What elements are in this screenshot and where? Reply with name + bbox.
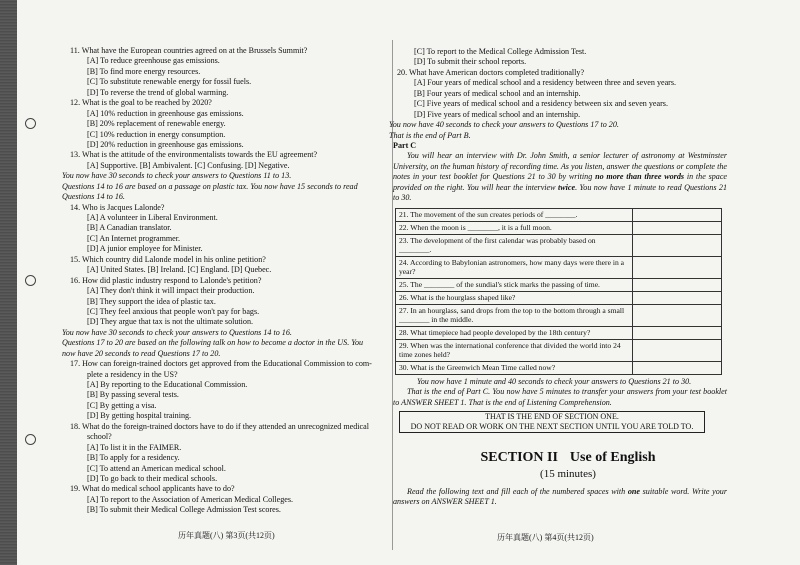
end-of-section-box: THAT IS THE END OF SECTION ONE. DO NOT READ OR WORK ON THE NEXT SECTION UNTIL YOU ARE TOLD TO. <box>399 411 705 433</box>
option-line: [A] Supportive. [B] Ambivalent. [C] Confusing. [D] Negative. <box>87 160 290 170</box>
option-line: [B] A Canadian translator. <box>87 223 172 233</box>
note-row <box>396 291 722 304</box>
question-line: 19. What do medical school applicants have to do? <box>70 484 235 494</box>
notes-table <box>395 208 722 375</box>
left-page-footer: 历年真题(八) 第3页(共12页) <box>178 531 275 540</box>
instruction-line: You now have 30 seconds to check your answers to Questions 14 to 16. <box>62 327 292 337</box>
punch-hole <box>25 118 36 129</box>
instruction-line: You now have 30 seconds to check your answers to Questions 11 to 13. <box>62 171 292 181</box>
option-line: [A] By reporting to the Educational Commission. <box>87 380 248 389</box>
option-line: [A] Four years of medical school and a residency between three and seven years. <box>414 78 677 88</box>
instruction-line: now have 20 seconds to read Questions 17 to 20. <box>62 348 221 358</box>
question-line: 16. How did plastic industry respond to Lalonde's petition? <box>70 275 262 285</box>
note-question: 25. The ________ of the sundial's stick marks the passing of time. <box>396 278 633 291</box>
question-line: 15. Which country did Lalonde model in his online petition? <box>70 254 266 264</box>
option-line: [A] To list it in the FAIMER. <box>87 442 182 452</box>
option-line: [A] To report to the Association of American Medical Colleges. <box>87 494 294 504</box>
punch-hole <box>25 275 36 286</box>
question-line: 11. What have the European countries agreed on at the Brussels Summit? <box>70 46 308 55</box>
note-question: 23. The development of the first calendar was probably based on ________. <box>396 234 633 256</box>
question-line: 14. Who is Jacques Lalonde? <box>70 202 165 212</box>
option-line: [C] 10% reduction in energy consumption. <box>87 129 226 139</box>
answer-blank[interactable] <box>633 326 722 339</box>
instruction-line: You now have 40 seconds to check your answers to Questions 17 to 20. <box>389 120 619 130</box>
note-row <box>396 278 722 291</box>
question-line: 13. What is the attitude of the environmentalists towards the EU agreement? <box>70 150 318 160</box>
option-line: [D] Five years of medical school and an internship. <box>414 109 581 119</box>
note-row <box>396 234 722 256</box>
note-question: 21. The movement of the sun creates periods of ________. <box>396 208 633 221</box>
question-line: 17. How can foreign-trained doctors get approved from the Educational Commission to com- <box>70 359 372 369</box>
instruction-line: Questions 14 to 16 are based on a passage on plastic tax. You now have 15 seconds to read <box>62 181 358 191</box>
section-time: (15 minutes) <box>540 468 596 480</box>
option-line: [D] To go back to their medical schools. <box>87 473 218 483</box>
option-line: [C] To report to the Medical College Admission Test. <box>414 47 587 56</box>
option-line: [C] To attend an American medical school. <box>87 463 226 473</box>
option-line: [A] United States. [B] Ireland. [C] England. [D] Quebec. <box>87 265 272 275</box>
transfer-instruction: That is the end of Part C. You now have 5 minutes to transfer your answers from your test booklet to ANSWER SHEET 1. That is the end of Listening Comprehension. <box>393 387 727 407</box>
note-question: 27. In an hourglass, sand drops from the top to the bottom through a small ________ in the middle. <box>396 304 633 326</box>
section-instructions: Read the following text and fill each of the numbered spaces with one suitable word. Write your answers on ANSWER SHEET 1. <box>393 487 727 507</box>
instruction-line: Questions 17 to 20 are based on the following talk on how to become a doctor in the US. You <box>62 338 364 348</box>
option-line: [C] An Internet programmer. <box>87 233 181 243</box>
part-c-heading: Part C <box>393 140 417 150</box>
answer-blank[interactable] <box>633 221 722 234</box>
section-title: SECTION II Use of English <box>480 450 656 465</box>
option-line: [B] Four years of medical school and an internship. <box>414 88 581 98</box>
option-line: [A] To reduce greenhouse gas emissions. <box>87 56 220 66</box>
note-row <box>396 221 722 234</box>
note-row <box>396 304 722 326</box>
option-line: [A] A volunteer in Liberal Environment. <box>87 213 218 222</box>
note-question: 30. What is the Greenwich Mean Time called now? <box>396 361 633 374</box>
question-line: 18. What do the foreign-trained doctors have to do if they attended an unrecognized medical <box>70 421 369 431</box>
note-question: 28. What timepiece had people developed by the 18th century? <box>396 326 633 339</box>
option-line: [D] They argue that tax is not the ultimate solution. <box>87 317 254 327</box>
note-question: 29. When was the international conference that divided the world into 24 time zones held? <box>396 339 633 361</box>
option-line: [B] They support the idea of plastic tax. <box>87 296 216 306</box>
page-fold-line <box>392 40 393 550</box>
answer-blank[interactable] <box>633 361 722 374</box>
note-question: 24. According to Babylonian astronomers, how many days were there in a year? <box>396 256 633 278</box>
option-line: [B] By passing several tests. <box>87 390 179 400</box>
punch-hole <box>25 434 36 445</box>
answer-blank[interactable] <box>633 256 722 278</box>
right-page <box>389 47 728 508</box>
instruction-line: That is the end of Part B. <box>389 130 471 140</box>
question-line: 12. What is the goal to be reached by 2020? <box>70 98 212 108</box>
note-question: 22. When the moon is ________, it is a full moon. <box>396 221 633 234</box>
option-line: [A] They don't think it will impact their production. <box>87 286 255 296</box>
option-line: [B] To apply for a residency. <box>87 453 180 463</box>
option-line: [A] 10% reduction in greenhouse gas emissions. <box>87 108 244 118</box>
check-instruction: You now have 1 minute and 40 seconds to check your answers to Questions 21 to 30. <box>417 376 692 386</box>
option-line: [B] To find more energy resources. <box>87 66 201 76</box>
option-line: [C] Five years of medical school and a residency between six and seven years. <box>414 99 668 109</box>
option-line: [B] To submit their Medical College Admission Test scores. <box>87 505 281 515</box>
option-line: [D] 20% reduction in greenhouse gas emissions. <box>87 139 244 149</box>
option-line: [D] To reverse the trend of global warming. <box>87 87 229 97</box>
answer-blank[interactable] <box>633 304 722 326</box>
option-line: [D] To submit their school reports. <box>414 57 527 67</box>
option-line: plete a residency in the US? <box>87 369 178 379</box>
right-page-footer: 历年真题(八) 第4页(共12页) <box>497 533 594 542</box>
note-question: 26. What is the hourglass shaped like? <box>396 291 633 304</box>
binding-edge <box>0 0 17 565</box>
option-line: school? <box>87 432 112 442</box>
answer-blank[interactable] <box>633 208 722 221</box>
instruction-line: Questions 14 to 16. <box>62 192 125 202</box>
answer-blank[interactable] <box>633 291 722 304</box>
note-row <box>396 326 722 339</box>
option-line: [C] By getting a visa. <box>87 400 157 410</box>
left-page <box>62 46 388 516</box>
option-line: [D] By getting hospital training. <box>87 411 192 421</box>
question-line: 20. What have American doctors completed traditionally? <box>397 67 585 77</box>
answer-blank[interactable] <box>633 234 722 256</box>
option-line: [D] A junior employee for Minister. <box>87 244 203 254</box>
answer-blank[interactable] <box>633 339 722 361</box>
option-line: [C] To substitute renewable energy for fossil fuels. <box>87 77 252 87</box>
answer-blank[interactable] <box>633 278 722 291</box>
note-row <box>396 256 722 278</box>
option-line: [C] They feel anxious that people won't pay for bags. <box>87 306 260 316</box>
note-row <box>396 208 722 221</box>
note-row <box>396 339 722 361</box>
option-line: [B] 20% replacement of renewable energy. <box>87 119 226 129</box>
note-row <box>396 361 722 374</box>
part-c-intro: You will hear an interview with Dr. John Smith, a senior lecturer of astronomy at Westminster University, on the human history of recording time. As you listen, answer the questions or complete the notes in your test booklet for Questions 21 to 30 by writing no more than three words in the space provided on the right. You will hear the interview twice. You now have 1 minute to read Questions 21 to 30. <box>393 151 728 203</box>
